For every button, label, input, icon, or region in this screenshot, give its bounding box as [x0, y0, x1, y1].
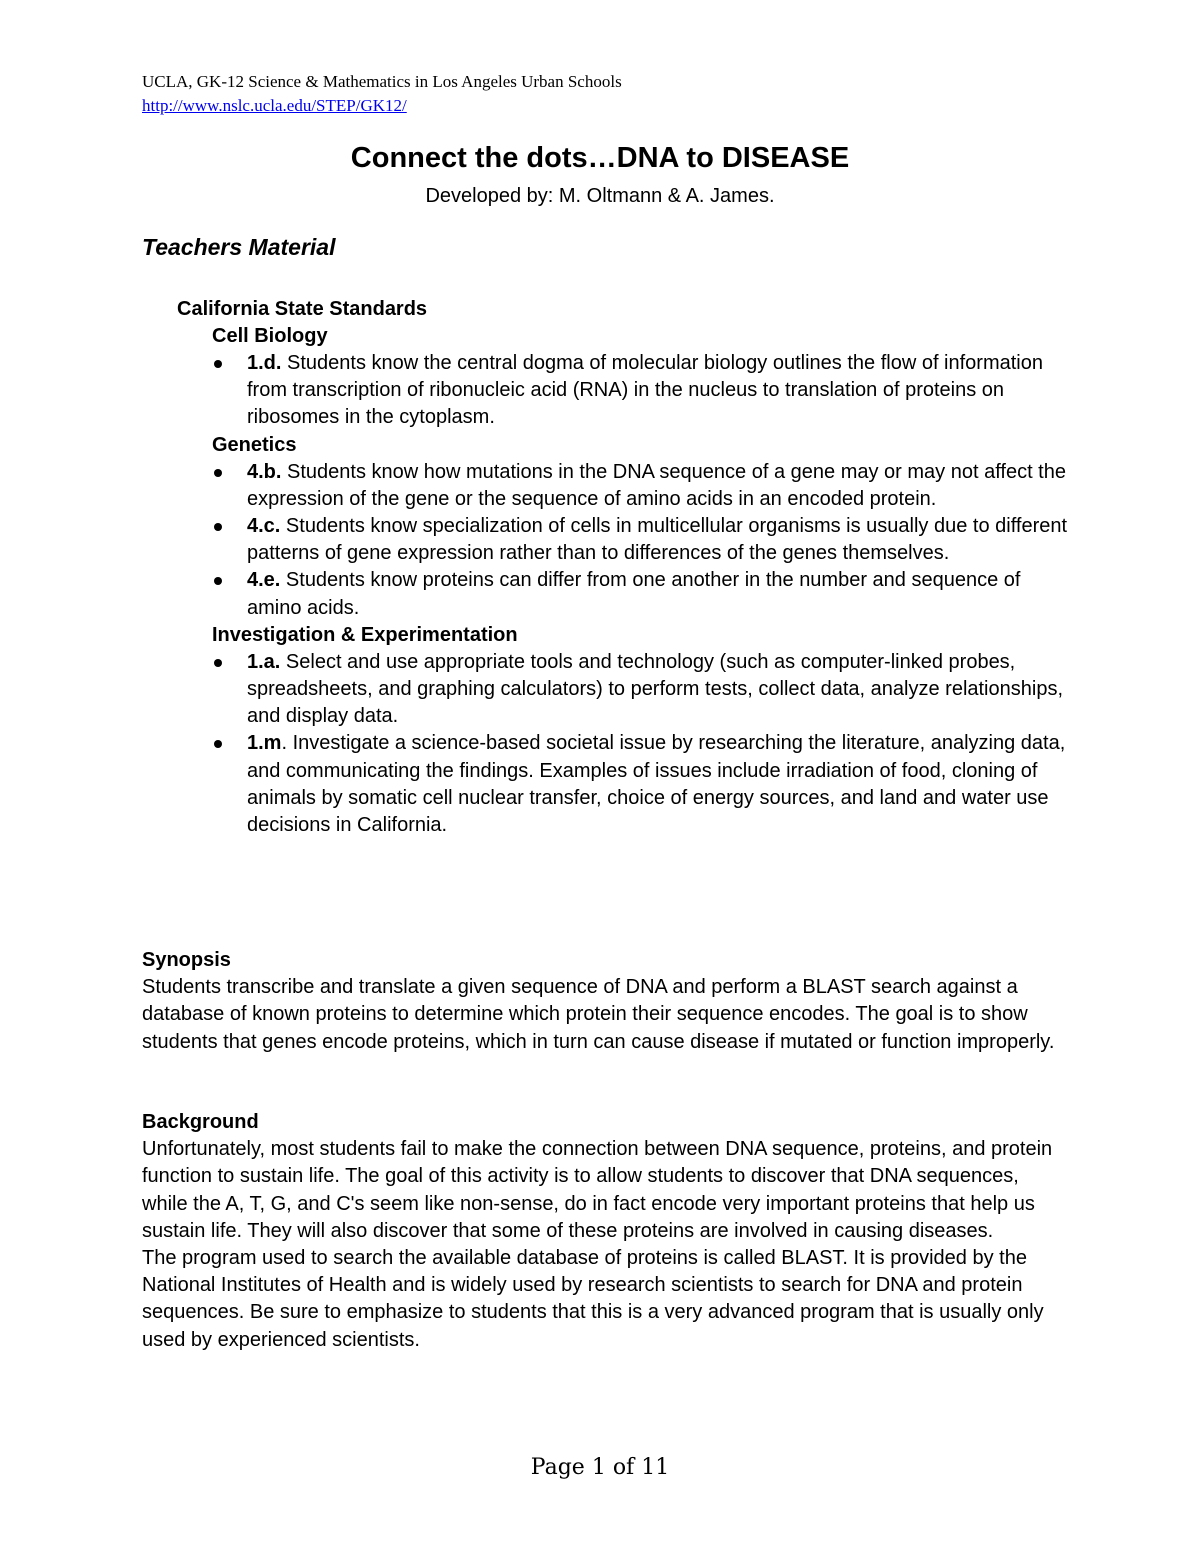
- synopsis-heading: Synopsis: [142, 949, 231, 971]
- bullet-icon: [214, 659, 222, 667]
- bullet-icon: [214, 577, 222, 585]
- standard-list: [177, 459, 1077, 622]
- background-paragraph: Unfortunately, most students fail to make the connection between DNA sequence, proteins, and protein function to sustain life. The goal of this activity is to allow students to discover that DNA sequences, while the A, T, G, and C's seem like non-sense, do in fact encode very important proteins that help us sustain life. They will also discover that some of these proteins are involved in causing diseases.: [142, 1138, 1053, 1242]
- page-number: Page 1 of 11: [530, 1455, 670, 1480]
- standard-list: [177, 649, 1077, 839]
- teachers-material-heading: Teachers Material: [142, 234, 336, 260]
- standard-group-heading: Investigation & Experimentation: [212, 623, 518, 646]
- bullet-icon: [214, 740, 222, 748]
- bullet-icon: [214, 523, 222, 531]
- background-paragraph: The program used to search the available database of proteins is called BLAST. It is provided by the National Institutes of Health and is widely used by research scientists to search for DNA and protein sequences. Be sure to emphasize to students that this is a very advanced program that is usually only used by experienced scientists.: [142, 1247, 1044, 1351]
- standard-code: 4.b.: [247, 460, 282, 483]
- synopsis-body: Students transcribe and translate a given sequence of DNA and perform a BLAST search against a database of known proteins to determine which protein their sequence encodes. The goal is to show students that genes encode proteins, which in turn can cause disease if mutated or function improperly.: [142, 976, 1055, 1053]
- standard-text: Students know the central dogma of molecular biology outlines the flow of information from transcription of ribonucleic acid (RNA) in the nucleus to translation of proteins on ribosomes in the cytoplasm.: [247, 352, 1043, 429]
- background-heading: Background: [142, 1111, 259, 1133]
- standard-group-heading: Cell Biology: [212, 325, 328, 347]
- standard-code: 1.m: [247, 732, 282, 755]
- synopsis-section: [142, 947, 1062, 1056]
- standard-group-heading: Genetics: [212, 433, 297, 456]
- standards-title: California State Standards: [177, 298, 428, 320]
- standard-item: [177, 649, 1077, 731]
- standard-item: [177, 350, 1077, 432]
- standard-code: 1.a.: [247, 650, 281, 673]
- standards-section: [177, 296, 1077, 839]
- standard-code: 4.e.: [247, 569, 281, 592]
- standard-text: Students know how mutations in the DNA sequence of a gene may or may not affect the expression of the gene or the sequence of amino acids in an encoded protein.: [247, 460, 1066, 510]
- bullet-icon: [214, 469, 222, 477]
- standard-text: . Investigate a science-based societal issue by researching the literature, analyzing data, and communicating the findings. Examples of issues include irradiation of food, cloning of animals by somatic cell nuclear transfer, choice of energy sources, and land and water use decisions in California.: [247, 732, 1066, 837]
- standard-list: [177, 350, 1077, 432]
- header-institution: UCLA, GK-12 Science & Mathematics in Los Angeles Urban Schools: [142, 72, 622, 91]
- document-authors: Developed by: M. Oltmann & A. James.: [425, 185, 775, 207]
- standard-item: [177, 730, 1077, 839]
- bullet-icon: [214, 360, 222, 368]
- standard-code: 4.c.: [247, 515, 281, 538]
- standard-text: Select and use appropriate tools and technology (such as computer-linked probes, spreadsheets, and graphing calculators) to perform tests, collect data, analyze relationships, and display data.: [247, 650, 1063, 728]
- standard-item: [177, 567, 1077, 621]
- background-section: [142, 1109, 1062, 1354]
- standard-text: Students know specialization of cells in multicellular organisms is usually due to different patterns of gene expression rather than to differences of the genes themselves.: [247, 515, 1068, 565]
- standard-text: Students know proteins can differ from one another in the number and sequence of amino acids.: [247, 569, 1021, 619]
- document-title: Connect the dots…DNA to DISEASE: [350, 142, 850, 174]
- standard-item: [177, 513, 1077, 567]
- header-link[interactable]: http://www.nslc.ucla.edu/STEP/GK12/: [142, 96, 407, 115]
- standard-item: [177, 459, 1077, 513]
- standard-code: 1.d.: [247, 352, 282, 374]
